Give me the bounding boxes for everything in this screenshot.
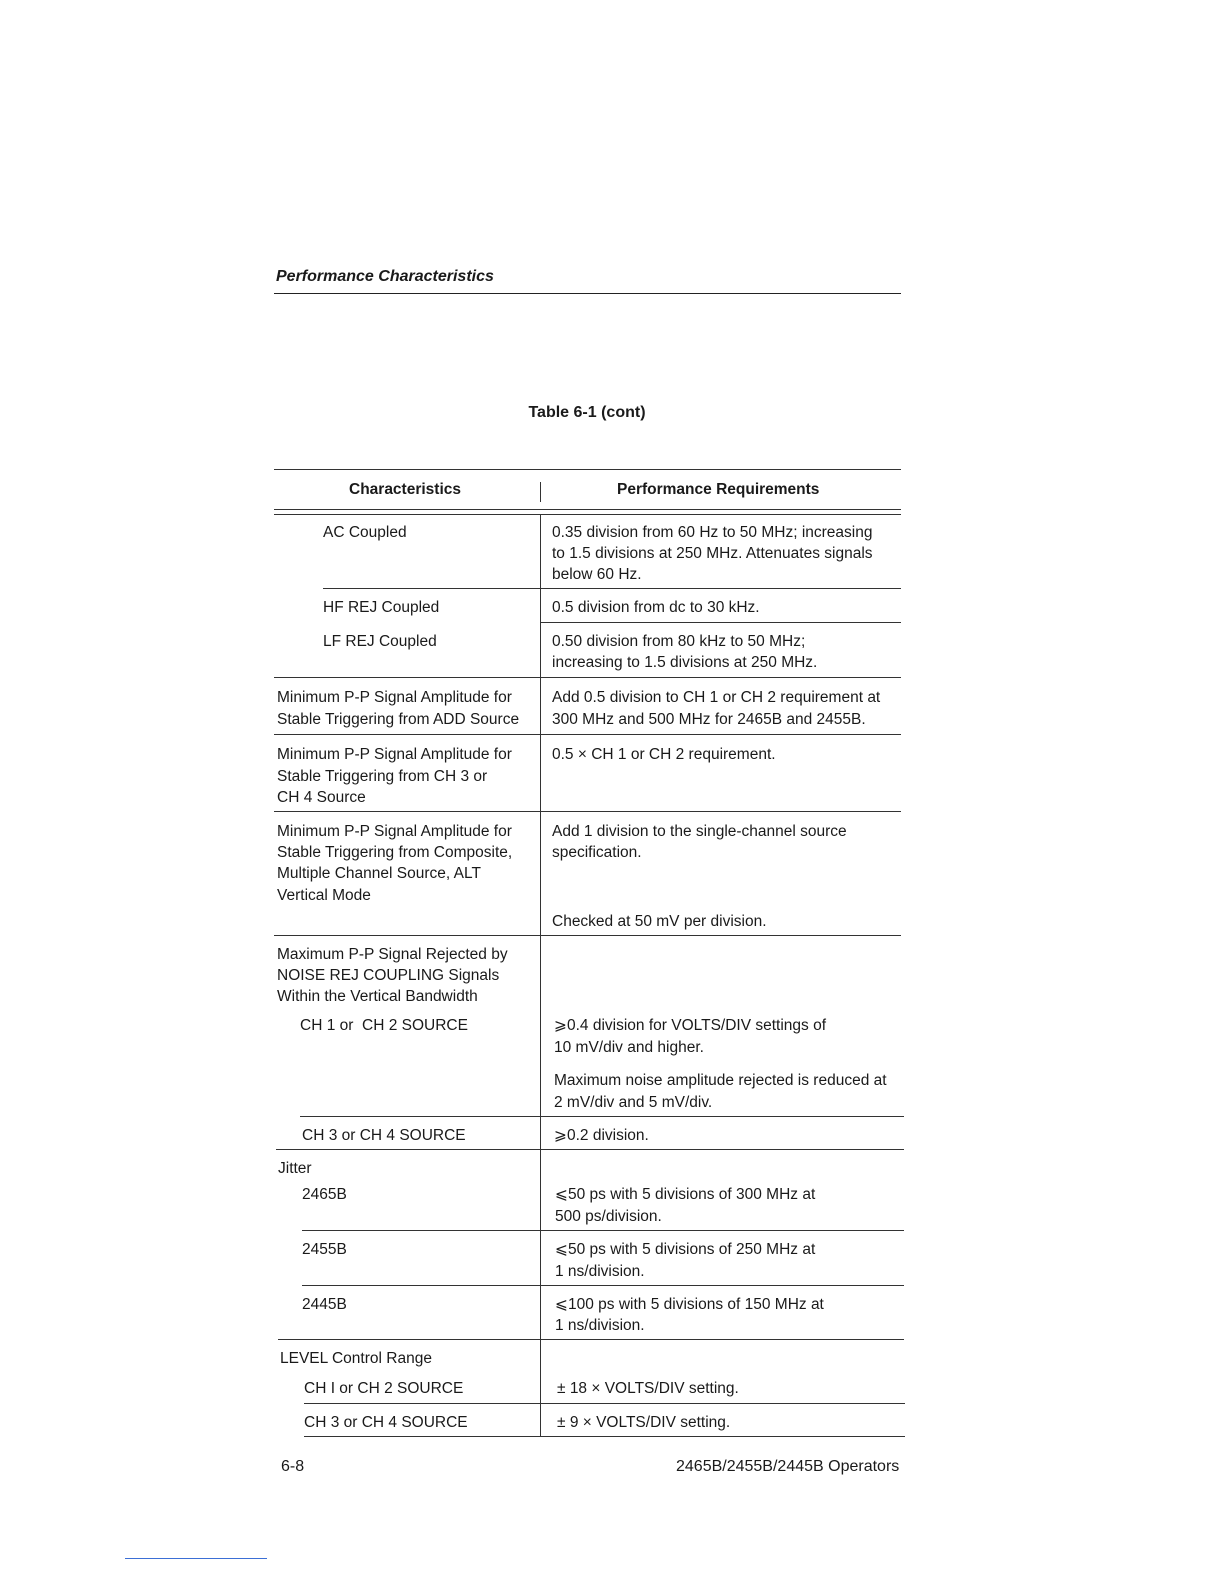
row-rule [274, 677, 901, 678]
jitter-2455-req-2: 1 ns/division. [555, 1263, 645, 1280]
row-rule [302, 1285, 904, 1286]
table-top-rule [274, 469, 901, 470]
composite-label-2: Stable Triggering from Composite, [277, 844, 513, 861]
jitter-2445-req-2: 1 ns/division. [555, 1317, 645, 1334]
ch34-source-label-3: CH 4 Source [277, 789, 366, 806]
noise-rej-label-2: NOISE REJ COUPLING Signals [277, 967, 500, 984]
header-bottom-rule-2 [274, 514, 901, 515]
table-title: Table 6-1 (cont) [528, 404, 646, 421]
ac-coupled-label: AC Coupled [323, 524, 407, 541]
row-rule [300, 1116, 904, 1117]
row-rule [274, 935, 901, 936]
noise-rej-label-3: Within the Vertical Bandwidth [277, 988, 478, 1005]
ch34-source-req: 0.5 × CH 1 or CH 2 requirement. [552, 746, 776, 763]
noise-rej-ch12-label: CH 1 or CH 2 SOURCE [300, 1017, 468, 1034]
header-characteristics: Characteristics [349, 481, 462, 498]
noise-rej-ch12-note-1: Maximum noise amplitude rejected is reduced at [554, 1072, 887, 1089]
row-rule [278, 1339, 904, 1340]
noise-rej-ch12-req-2: 10 mV/div and higher. [554, 1039, 704, 1056]
composite-req-1: Add 1 division to the single-channel source [552, 823, 847, 840]
add-source-req-2: 300 MHz and 500 MHz for 2465B and 2455B. [552, 711, 866, 728]
jitter-2445-req-1: ⩽100 ps with 5 divisions of 150 MHz at [555, 1296, 824, 1313]
level-ch12-req: ± 18 × VOLTS/DIV setting. [557, 1380, 739, 1397]
composite-label-1: Minimum P-P Signal Amplitude for [277, 823, 512, 840]
jitter-2465-req-2: 500 ps/division. [555, 1208, 662, 1225]
composite-label-3: Multiple Channel Source, ALT [277, 865, 481, 882]
jitter-2455-label: 2455B [302, 1241, 347, 1258]
noise-rej-ch34-req: ⩾0.2 division. [554, 1127, 649, 1144]
noise-rej-ch34-label: CH 3 or CH 4 SOURCE [302, 1127, 466, 1144]
row-rule [323, 588, 901, 589]
row-rule [304, 1403, 905, 1404]
page-number: 6-8 [281, 1458, 305, 1475]
level-label: LEVEL Control Range [280, 1350, 432, 1367]
row-rule [276, 1149, 904, 1150]
jitter-label: Jitter [278, 1160, 312, 1177]
row-rule [274, 734, 901, 735]
lf-rej-req-1: 0.50 division from 80 kHz to 50 MHz; [552, 633, 806, 650]
manual-title: 2465B/2455B/2445B Operators [676, 1458, 900, 1475]
row-rule [540, 622, 901, 623]
jitter-2445-label: 2445B [302, 1296, 347, 1313]
ac-coupled-req-2: to 1.5 divisions at 250 MHz. Attenuates signals [552, 545, 873, 562]
ac-coupled-req-1: 0.35 division from 60 Hz to 50 MHz; increasing [552, 524, 873, 541]
level-ch34-req: ± 9 × VOLTS/DIV setting. [557, 1414, 731, 1431]
noise-rej-label-1: Maximum P-P Signal Rejected by [277, 946, 508, 963]
ac-coupled-req-3: below 60 Hz. [552, 566, 642, 583]
column-divider [540, 515, 541, 1437]
lf-rej-req-2: increasing to 1.5 divisions at 250 MHz. [552, 654, 818, 671]
add-source-req-1: Add 0.5 division to CH 1 or CH 2 requirement at [552, 689, 881, 706]
row-rule [274, 811, 901, 812]
table-bottom-rule [304, 1436, 905, 1437]
jitter-2465-label: 2465B [302, 1186, 347, 1203]
header-rule [274, 293, 901, 294]
header-requirements: Performance Requirements [617, 481, 820, 498]
ch34-source-label-1: Minimum P-P Signal Amplitude for [277, 746, 512, 763]
add-source-label-1: Minimum P-P Signal Amplitude for [277, 689, 512, 706]
level-ch34-label: CH 3 or CH 4 SOURCE [304, 1414, 468, 1431]
jitter-2455-req-1: ⩽50 ps with 5 divisions of 250 MHz at [555, 1241, 816, 1258]
row-rule [302, 1230, 904, 1231]
jitter-2465-req-1: ⩽50 ps with 5 divisions of 300 MHz at [555, 1186, 816, 1203]
section-title: Performance Characteristics [276, 268, 494, 285]
hf-rej-label: HF REJ Coupled [323, 599, 440, 616]
margin-mark [125, 1558, 267, 1559]
composite-note: Checked at 50 mV per division. [552, 913, 767, 930]
ch34-source-label-2: Stable Triggering from CH 3 or [277, 768, 488, 785]
lf-rej-label: LF REJ Coupled [323, 633, 437, 650]
add-source-label-2: Stable Triggering from ADD Source [277, 711, 520, 728]
composite-label-4: Vertical Mode [277, 887, 371, 904]
level-ch12-label: CH I or CH 2 SOURCE [304, 1380, 464, 1397]
composite-req-2: specification. [552, 844, 642, 861]
noise-rej-ch12-note-2: 2 mV/div and 5 mV/div. [554, 1094, 713, 1111]
noise-rej-ch12-req-1: ⩾0.4 division for VOLTS/DIV settings of [554, 1017, 827, 1034]
header-bottom-rule [274, 509, 901, 510]
hf-rej-req: 0.5 division from dc to 30 kHz. [552, 599, 760, 616]
header-divider [540, 482, 541, 502]
